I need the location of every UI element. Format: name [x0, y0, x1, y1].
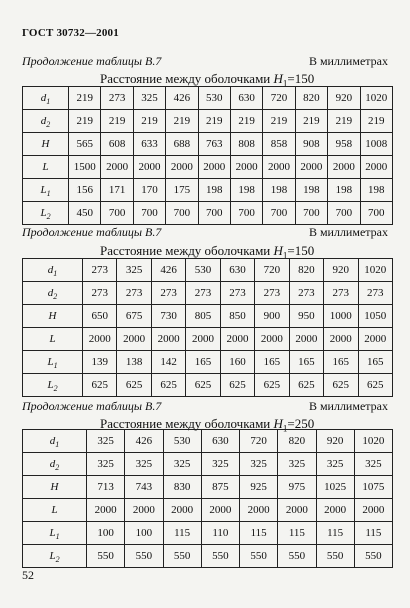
table-cell: 198	[230, 179, 262, 202]
row-symbol: $L_1$	[23, 351, 83, 374]
table-cell: 2000	[151, 328, 185, 351]
table-cell: 720	[263, 87, 295, 110]
row-symbol: L	[23, 156, 69, 179]
row-symbol: $d_2$	[23, 453, 87, 476]
table-cell: 858	[263, 133, 295, 156]
table-row	[23, 259, 393, 282]
table-cell: 171	[101, 179, 133, 202]
row-symbol: H	[23, 476, 87, 499]
table-subtitle-3: Расстояние между оболочками $H_1=250$	[100, 416, 315, 434]
table-cell: 550	[316, 545, 354, 568]
row-symbol: L	[23, 499, 87, 522]
row-symbol: L	[23, 328, 83, 351]
table-cell: 273	[186, 282, 220, 305]
table-cell: 325	[87, 453, 125, 476]
table-cell: 2000	[295, 156, 327, 179]
row-symbol: $d_1$	[23, 430, 87, 453]
table-cell: 273	[358, 282, 392, 305]
table-cell: 743	[125, 476, 163, 499]
table-cell: 700	[230, 202, 262, 225]
table-cell: 2000	[101, 156, 133, 179]
table-caption-1: Продолжение таблицы В.7	[22, 54, 162, 68]
table-caption-2: Продолжение таблицы В.7	[22, 225, 162, 239]
table-cell: 1020	[360, 87, 392, 110]
table-cell: 650	[83, 305, 117, 328]
table-cell: 700	[328, 202, 360, 225]
table-subtitle-1: Расстояние между оболочками $H_1=150$	[100, 71, 315, 89]
table-cell: 2000	[201, 499, 239, 522]
table-cell: 273	[151, 282, 185, 305]
table-cell: 713	[87, 476, 125, 499]
table-cell: 2000	[324, 328, 358, 351]
table-cell: 625	[220, 374, 254, 397]
table-cell: 530	[186, 259, 220, 282]
table-cell: 165	[358, 351, 392, 374]
table-cell: 820	[289, 259, 323, 282]
table-cell: 273	[289, 282, 323, 305]
table-row	[23, 545, 393, 568]
table-cell: 1020	[354, 430, 392, 453]
table-cell: 219	[101, 110, 133, 133]
table-cell: 115	[240, 522, 278, 545]
table-cell: 625	[324, 374, 358, 397]
table-cell: 550	[240, 545, 278, 568]
table-cell: 1020	[358, 259, 392, 282]
table-cell: 2000	[358, 328, 392, 351]
table-cell: 219	[198, 110, 230, 133]
data-table-3	[22, 429, 393, 568]
units-label-1: В миллиметрах	[308, 54, 388, 68]
table-cell: 273	[101, 87, 133, 110]
table-cell: 198	[360, 179, 392, 202]
page-number: 52	[22, 568, 34, 582]
table-row	[23, 179, 393, 202]
table-cell: 325	[125, 453, 163, 476]
table-cell: 165	[324, 351, 358, 374]
table-cell: 165	[289, 351, 323, 374]
table-cell: 920	[316, 430, 354, 453]
table-cell: 2000	[328, 156, 360, 179]
table-cell: 625	[358, 374, 392, 397]
table-cell: 426	[151, 259, 185, 282]
table-cell: 100	[125, 522, 163, 545]
table-cell: 625	[83, 374, 117, 397]
table-cell: 110	[201, 522, 239, 545]
table-cell: 530	[198, 87, 230, 110]
table-cell: 100	[87, 522, 125, 545]
table-cell: 426	[125, 430, 163, 453]
table-cell: 325	[163, 453, 201, 476]
table-cell: 1500	[69, 156, 101, 179]
table-cell: 2000	[83, 328, 117, 351]
table-cell: 450	[69, 202, 101, 225]
table-cell: 325	[117, 259, 151, 282]
table-cell: 700	[101, 202, 133, 225]
table-cell: 115	[278, 522, 316, 545]
table-cell: 2000	[198, 156, 230, 179]
table-cell: 550	[125, 545, 163, 568]
table-cell: 325	[240, 453, 278, 476]
table-row	[23, 110, 393, 133]
table-cell: 426	[166, 87, 198, 110]
table-row	[23, 499, 393, 522]
table-cell: 2000	[263, 156, 295, 179]
units-label-2: В миллиметрах	[308, 225, 388, 239]
table-caption-3: Продолжение таблицы В.7	[22, 399, 162, 413]
table-cell: 633	[133, 133, 165, 156]
table-cell: 2000	[354, 499, 392, 522]
table-cell: 720	[240, 430, 278, 453]
table-cell: 608	[101, 133, 133, 156]
table-cell: 805	[186, 305, 220, 328]
table-cell: 2000	[360, 156, 392, 179]
table-cell: 550	[354, 545, 392, 568]
row-symbol: $d_2$	[23, 282, 83, 305]
table-row	[23, 133, 393, 156]
table-cell: 550	[163, 545, 201, 568]
table-cell: 156	[69, 179, 101, 202]
table-cell: 273	[220, 282, 254, 305]
table-cell: 115	[316, 522, 354, 545]
table-cell: 700	[263, 202, 295, 225]
table-cell: 170	[133, 179, 165, 202]
table-row	[23, 305, 393, 328]
table-cell: 700	[133, 202, 165, 225]
row-symbol: H	[23, 133, 69, 156]
table-cell: 325	[87, 430, 125, 453]
row-symbol: $L_2$	[23, 374, 83, 397]
table-cell: 2000	[220, 328, 254, 351]
table-cell: 198	[198, 179, 230, 202]
table-cell: 198	[263, 179, 295, 202]
table-cell: 2000	[117, 328, 151, 351]
table-cell: 165	[255, 351, 289, 374]
table-cell: 808	[230, 133, 262, 156]
table-cell: 273	[324, 282, 358, 305]
table-row	[23, 453, 393, 476]
table-cell: 175	[166, 179, 198, 202]
table-cell: 2000	[163, 499, 201, 522]
table-row	[23, 87, 393, 110]
table-cell: 565	[69, 133, 101, 156]
units-label-3: В миллиметрах	[308, 399, 388, 413]
row-symbol: $L_2$	[23, 545, 87, 568]
table-cell: 1075	[354, 476, 392, 499]
table-cell: 720	[255, 259, 289, 282]
table-row	[23, 282, 393, 305]
table-row	[23, 351, 393, 374]
row-symbol: $d_1$	[23, 259, 83, 282]
table-cell: 550	[278, 545, 316, 568]
table-cell: 2000	[166, 156, 198, 179]
table-cell: 2000	[133, 156, 165, 179]
table-cell: 219	[166, 110, 198, 133]
table-cell: 115	[354, 522, 392, 545]
table-cell: 325	[316, 453, 354, 476]
table-cell: 625	[186, 374, 220, 397]
table-cell: 675	[117, 305, 151, 328]
table-cell: 700	[198, 202, 230, 225]
table-cell: 139	[83, 351, 117, 374]
table-cell: 625	[289, 374, 323, 397]
table-cell: 630	[201, 430, 239, 453]
table-cell: 138	[117, 351, 151, 374]
table-row	[23, 476, 393, 499]
table-cell: 530	[163, 430, 201, 453]
table-cell: 2000	[255, 328, 289, 351]
table-cell: 219	[295, 110, 327, 133]
table-cell: 2000	[240, 499, 278, 522]
table-cell: 160	[220, 351, 254, 374]
row-symbol: $d_2$	[23, 110, 69, 133]
table-cell: 2000	[289, 328, 323, 351]
table-cell: 550	[201, 545, 239, 568]
table-cell: 165	[186, 351, 220, 374]
data-table-2	[22, 258, 393, 397]
table-row	[23, 328, 393, 351]
table-cell: 625	[255, 374, 289, 397]
table-row	[23, 156, 393, 179]
table-cell: 920	[324, 259, 358, 282]
document-code: ГОСТ 30732—2001	[22, 27, 119, 39]
table-cell: 763	[198, 133, 230, 156]
table-subtitle-2: Расстояние между оболочками $H_1=150$	[100, 243, 315, 261]
table-cell: 219	[360, 110, 392, 133]
table-row	[23, 374, 393, 397]
table-cell: 219	[263, 110, 295, 133]
table-cell: 2000	[230, 156, 262, 179]
table-cell: 325	[201, 453, 239, 476]
table-cell: 975	[278, 476, 316, 499]
table-cell: 198	[328, 179, 360, 202]
row-symbol: $L_2$	[23, 202, 69, 225]
row-symbol: $L_1$	[23, 179, 69, 202]
table-cell: 908	[295, 133, 327, 156]
table-cell: 850	[220, 305, 254, 328]
table-cell: 2000	[186, 328, 220, 351]
table-cell: 700	[295, 202, 327, 225]
table-cell: 1050	[358, 305, 392, 328]
table-cell: 325	[354, 453, 392, 476]
table-cell: 830	[163, 476, 201, 499]
table-cell: 219	[328, 110, 360, 133]
table-cell: 625	[117, 374, 151, 397]
table-cell: 900	[255, 305, 289, 328]
table-cell: 115	[163, 522, 201, 545]
table-row	[23, 430, 393, 453]
table-row	[23, 202, 393, 225]
row-symbol: $d_1$	[23, 87, 69, 110]
table-cell: 273	[117, 282, 151, 305]
table-cell: 958	[328, 133, 360, 156]
table-cell: 273	[83, 282, 117, 305]
row-symbol: H	[23, 305, 83, 328]
table-cell: 2000	[316, 499, 354, 522]
table-cell: 273	[255, 282, 289, 305]
table-cell: 820	[278, 430, 316, 453]
table-cell: 219	[230, 110, 262, 133]
table-cell: 700	[360, 202, 392, 225]
data-table-1	[22, 86, 393, 225]
table-cell: 1025	[316, 476, 354, 499]
table-cell: 198	[295, 179, 327, 202]
table-cell: 1000	[324, 305, 358, 328]
table-cell: 920	[328, 87, 360, 110]
table-cell: 925	[240, 476, 278, 499]
table-cell: 630	[220, 259, 254, 282]
row-symbol: $L_1$	[23, 522, 87, 545]
table-cell: 273	[83, 259, 117, 282]
table-cell: 950	[289, 305, 323, 328]
table-cell: 325	[133, 87, 165, 110]
table-cell: 700	[166, 202, 198, 225]
table-cell: 630	[230, 87, 262, 110]
table-cell: 219	[69, 87, 101, 110]
table-cell: 688	[166, 133, 198, 156]
table-cell: 219	[133, 110, 165, 133]
table-cell: 325	[278, 453, 316, 476]
table-cell: 550	[87, 545, 125, 568]
table-cell: 142	[151, 351, 185, 374]
table-cell: 1008	[360, 133, 392, 156]
table-cell: 2000	[125, 499, 163, 522]
table-cell: 820	[295, 87, 327, 110]
table-cell: 875	[201, 476, 239, 499]
table-cell: 2000	[87, 499, 125, 522]
table-row	[23, 522, 393, 545]
table-cell: 730	[151, 305, 185, 328]
table-cell: 625	[151, 374, 185, 397]
table-cell: 219	[69, 110, 101, 133]
table-cell: 2000	[278, 499, 316, 522]
